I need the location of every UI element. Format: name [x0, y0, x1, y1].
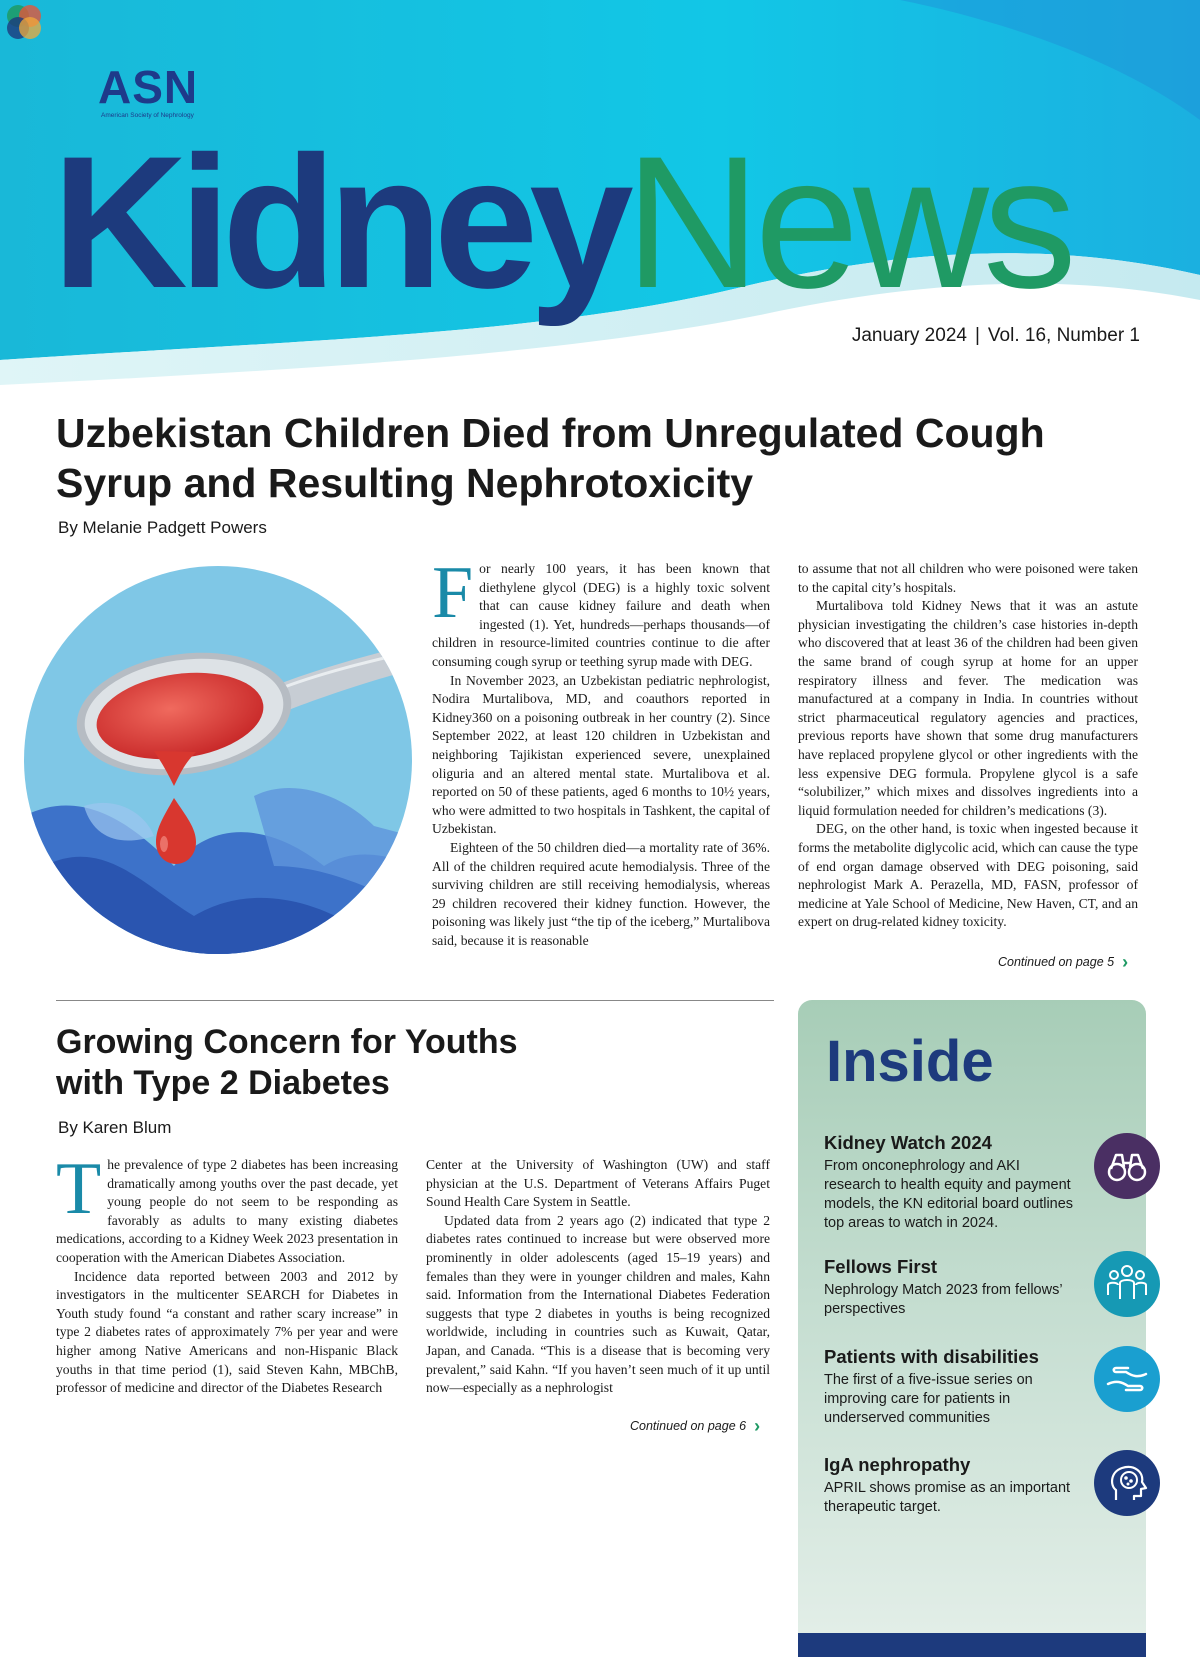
- masthead: [0, 0, 1200, 400]
- publication-title: [52, 117, 1071, 327]
- article2-headline: [56, 1022, 756, 1104]
- inside-item-title: Fellows First: [824, 1256, 938, 1277]
- inside-item-fellows-first[interactable]: [824, 1256, 1074, 1319]
- asn-fullname: American Society of Nephrology: [101, 112, 194, 119]
- inside-item-title: Kidney Watch 2024: [824, 1132, 992, 1153]
- article1-column2: [798, 560, 1138, 932]
- article1-dropcap: F: [432, 552, 474, 634]
- article2-byline: By Karen Blum: [58, 1118, 172, 1137]
- inside-footer-bar: [798, 1633, 1146, 1657]
- helping-hands-icon: [1094, 1346, 1160, 1412]
- inside-item-kidney-watch[interactable]: [824, 1132, 1074, 1233]
- article1-paragraph: In November 2023, an Uzbekistan pediatric nephrologist, Nodira Murtalibova, MD, and coauthors reported in Kidney360 on a poisoning outbreak in her country (2). Since September 2022, at least 120 children in Uzbekistan and neighboring Tajikistan experienced severe, unexplained oliguria and an altered mental state. Murtalibova et al. reported on 50 of these patients, aged 6 months to 10½ years, who were admitted to two hospitals in Tashkent, the capital of Uzbekistan.: [432, 672, 770, 837]
- article1-paragraph: DEG, on the other hand, is toxic when ingested because it forms the metabolite diglycolic acid, which can cause the type of end organ damage observed with DEG poisoning, said nephrologist Mark A. Perazella, MD, FASN, professor of medicine at Yale School of Medicine, New Haven, CT, and an expert on drug-related kidney toxicity.: [798, 821, 1138, 930]
- article1-continued-link[interactable]: [998, 952, 1128, 973]
- inside-item-title: IgA nephropathy: [824, 1454, 971, 1475]
- inside-item-desc: Nephrology Match 2023 from fellows’ perspectives: [824, 1282, 1063, 1317]
- title-news: News: [624, 117, 1071, 327]
- issue-separator: |: [974, 325, 980, 346]
- article1-paragraph: Eighteen of the 50 children died—a mortality rate of 36%. All of the children required acute hemodialysis. Three of the surviving children are still receiving hemodialysis, whereas 29 children recovered their kidney function. However, the poisoning was likely just “the tip of the iceberg,” Murtalibova said, because it is reasonable: [432, 839, 770, 948]
- cough-syrup-spoon-illustration: [24, 566, 412, 954]
- article1-paragraph: Murtalibova told Kidney News that it was an astute physician investigating the children’s case histories in-depth who discovered that at least 36 of the children had been given the same brand of cough syrup at home for an upper respiratory illness and fever. The medication was manufactured at a company in India. In countries without strict pharmaceutical regulatory agencies and practices, previous reports have shown that some drug manufacturers have replaced propylene glycol or other ingredients with the less expensive DEG formula. Propylene glycol is a safe “solubilizer,” which mixes and dissolves ingredients into a liquid formulation needed for children’s medications (3).: [798, 598, 1138, 818]
- chevron-right-icon: ›: [1122, 952, 1129, 972]
- article2-continued-link[interactable]: [630, 1416, 760, 1437]
- article1-paragraph: or nearly 100 years, it has been known that diethylene glycol (DEG) is a highly toxic solvent that can cause kidney failure and death when ingested (1). Yet, hundreds—perhaps thousands—of children in resource-limited countries continue to die after consuming cough syrup or teething syrup made with DEG.: [432, 561, 770, 669]
- article1-headline: Uzbekistan Children Died from Unregulated Cough Syrup and Resulting Nephrotoxicity: [56, 410, 1045, 506]
- article1-column1: [432, 552, 770, 950]
- issue-volume: Vol. 16, Number 1: [987, 325, 1140, 346]
- inside-title: Inside: [826, 1029, 994, 1094]
- issue-line: [852, 325, 1140, 347]
- article2-headline-line1: Growing Concern for Youths: [56, 1023, 518, 1061]
- binoculars-icon: [1094, 1133, 1160, 1199]
- article1-byline: By Melanie Padgett Powers: [58, 518, 267, 537]
- article2-headline-line2: with Type 2 Diabetes: [56, 1064, 390, 1102]
- article2-column2: [426, 1156, 770, 1398]
- article2-paragraph: Incidence data reported between 2003 and 2012 by investigators in the multicenter SEARCH for Diabetes in Youth study found “a constant and rather scary increase” in type 2 diabetes rates of approximately 7% per year and were higher among Native Americans and non-Hispanic Black youths in that time period (1), said Steven Kahn, MBChB, professor of medicine and director of the Diabetes Research: [56, 1268, 398, 1396]
- article2-continued-text: Continued on page 6: [630, 1419, 747, 1433]
- asn-wordmark: ASN: [98, 61, 199, 113]
- article2-paragraph: he prevalence of type 2 diabetes has been increasing dramatically among youths over the past decade, yet young people do not seem to be responding as favorably as adults to many existing diabetes medications, according to a Kidney Week 2023 presentation in cooperation with the American Diabetes Association.: [56, 1157, 398, 1265]
- inside-item-desc: The first of a five-issue series on improving care for patients in underserved communities: [824, 1372, 1033, 1426]
- chevron-right-icon: ›: [754, 1416, 761, 1436]
- inside-item-iga-nephropathy[interactable]: [824, 1454, 1074, 1517]
- inside-item-title: Patients with disabilities: [824, 1346, 1039, 1367]
- article2-dropcap: T: [56, 1148, 102, 1230]
- article2-paragraph: Center at the University of Washington (UW) and staff physician at the U.S. Department of Veterans Affairs Puget Sound Health Care System in Seattle.: [426, 1157, 770, 1210]
- article1-continued-text: Continued on page 5: [998, 955, 1115, 969]
- inside-item-desc: APRIL shows promise as an important therapeutic target.: [824, 1480, 1071, 1515]
- inside-item-patients-disabilities[interactable]: [824, 1346, 1074, 1428]
- article2-paragraph: Updated data from 2 years ago (2) indicated that type 2 diabetes rates continued to increase but were observed more prominently in older adolescents (aged 15–19 years) and females than they were in younger children and males, Kahn said. Information from the International Diabetes Federation suggests that type 2 diabetes in youths is being recognized worldwide, including in countries such as Kuwait, Qatar, Japan, and Canada. “This is a disease that is becoming very prevalent,” said Kahn. “If you haven’t seen much of it up until now—especially as a nephrologist: [426, 1212, 770, 1396]
- title-kidney: Kidney: [52, 117, 625, 327]
- issue-date: January 2024: [851, 325, 967, 346]
- article2-column1: [56, 1148, 398, 1398]
- asn-logo-mark: [0, 0, 170, 60]
- section-divider: [56, 1000, 774, 1001]
- people-group-icon: [1094, 1251, 1160, 1317]
- article1-paragraph: to assume that not all children who were poisoned were taken to the capital city’s hospitals.: [798, 561, 1138, 595]
- inside-panel: [798, 1000, 1146, 1657]
- head-cells-icon: [1094, 1450, 1160, 1516]
- inside-item-desc: From onconephrology and AKI research to health equity and payment models, the KN editorial board outlines top areas to watch in 2024.: [824, 1158, 1074, 1231]
